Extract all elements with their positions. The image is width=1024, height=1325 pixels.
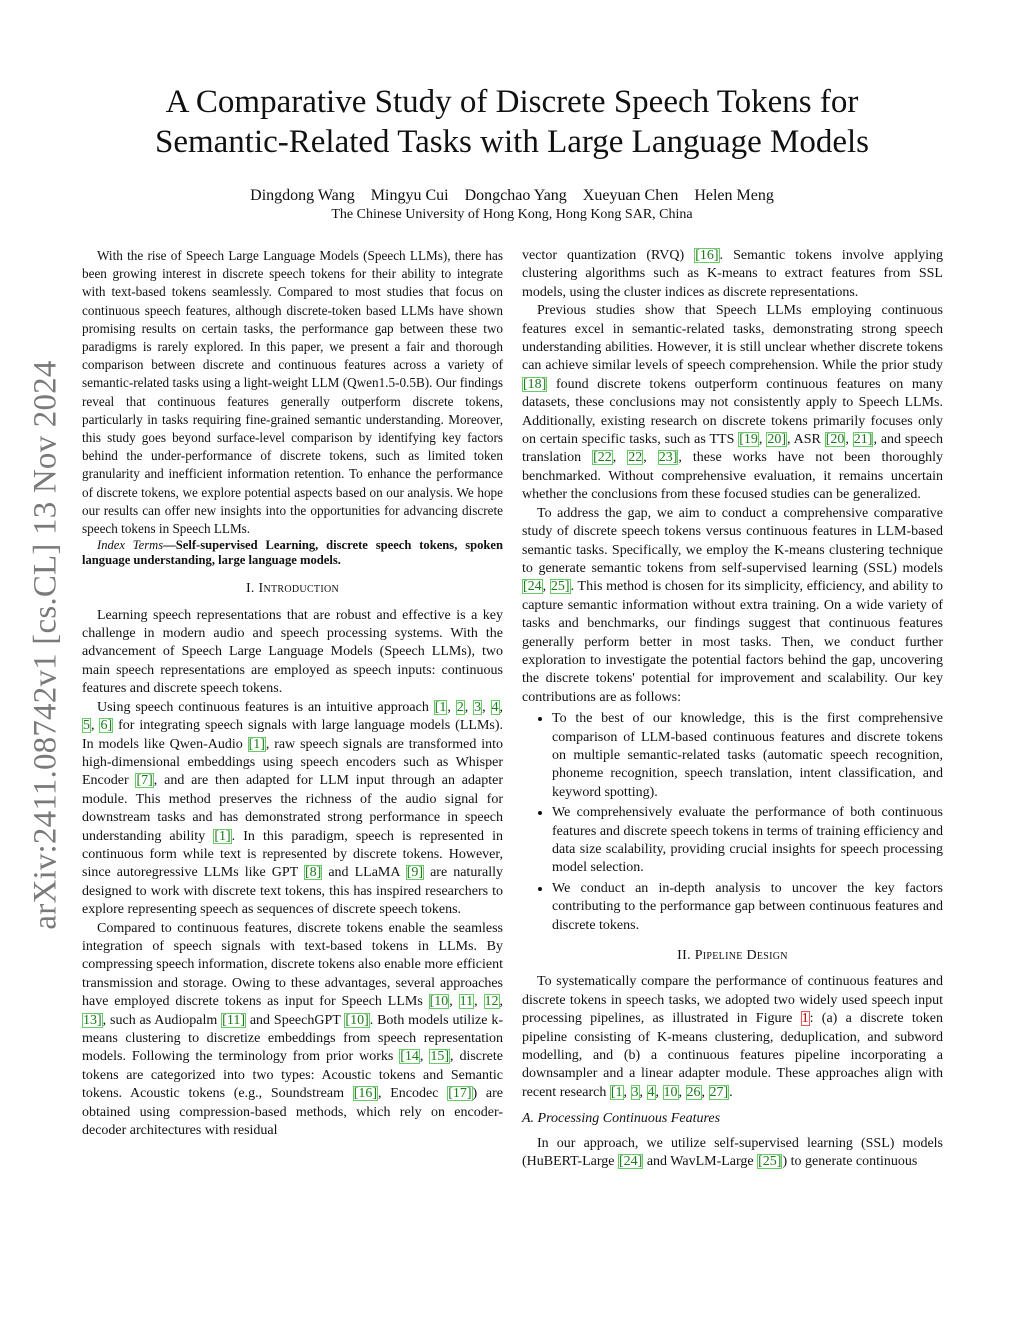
section-heading-introduction: I. Introduction bbox=[245, 581, 340, 597]
text-run: Using speech continuous features is an intuitive approach bbox=[97, 699, 434, 715]
index-terms bbox=[82, 538, 503, 568]
citation-link[interactable]: 13] bbox=[83, 1012, 102, 1028]
citation-link[interactable]: [11] bbox=[222, 1012, 245, 1028]
text-run: . bbox=[729, 1084, 733, 1100]
figure-link[interactable]: 1 bbox=[801, 1011, 809, 1027]
citation-link[interactable]: 11 bbox=[459, 994, 474, 1010]
citation-link[interactable]: [1] bbox=[214, 828, 231, 844]
citation-link[interactable]: [10 bbox=[429, 994, 449, 1010]
text-run: To systematically compare the performance of continuous features and discrete tokens in speech tasks, we adopted two widely used speech input processing pipelines, as illustrated in Figure bbox=[522, 974, 943, 1027]
text-run: In our approach, we utilize self-supervised learning (SSL) models (HuBERT-Large bbox=[522, 1135, 943, 1170]
author-name: Dingdong Wang bbox=[250, 187, 355, 204]
text-run: , bbox=[447, 699, 456, 715]
text-run: and SpeechGPT bbox=[245, 1012, 345, 1028]
citation-link[interactable]: 27] bbox=[709, 1084, 729, 1100]
text-run: , bbox=[623, 1084, 631, 1100]
left-column bbox=[82, 247, 503, 1140]
text-run: , ASR bbox=[786, 432, 825, 448]
citation-link[interactable]: 4 bbox=[491, 699, 499, 715]
text-run: : (a) a discrete token pipeline consisting of K-means clustering, deduplication, and subword modelling, and (b) a continuous features pipeline incorporating a downsampler and a linear adapter module. These approaches align with recent research bbox=[522, 1011, 943, 1100]
text-run: , bbox=[655, 1084, 663, 1100]
text-run: , discrete tokens are categorized into two types: Acoustic tokens and Semantic tokens. Acoustic tokens (e.g., Soundstream bbox=[82, 1049, 503, 1102]
text-run: and LLaMA bbox=[322, 865, 406, 881]
citation-link[interactable]: [20 bbox=[825, 432, 845, 448]
citation-link[interactable]: [22 bbox=[593, 450, 612, 466]
section-heading-pipeline-design: II. Pipeline Design bbox=[677, 948, 788, 964]
citation-link[interactable]: 4 bbox=[647, 1084, 655, 1100]
citation-link[interactable]: [10] bbox=[345, 1012, 369, 1028]
subsection-heading-continuous-features: A. Processing Continuous Features bbox=[522, 1111, 721, 1127]
text-run: Previous studies show that Speech LLMs employing continuous features excel in semantic-related tasks, demonstrating strong speech understanding abilities. However, it is still unclear whether discrete tokens can achieve similar levels of speech comprehension. While the prior study bbox=[522, 303, 943, 374]
text-run: , bbox=[758, 432, 767, 448]
author-list bbox=[100, 186, 924, 205]
text-run: found discrete tokens outperform continuous features on many datasets, these conclusions may not consistently apply to Speech LLMs. Additionally, existing research on discrete tokens primarily focuses only on certain specific tasks, such as TTS bbox=[522, 376, 943, 448]
author-name: Xueyuan Chen bbox=[582, 187, 679, 204]
right-paragraph-3 bbox=[522, 505, 943, 707]
intro-paragraph-3 bbox=[82, 920, 503, 1141]
text-run: , these works have not been thoroughly benchmarked. Without comprehensive evaluation, it remains uncertain whether the conclusions from these focused studies can be generalized. bbox=[522, 450, 943, 503]
index-terms-text: —Self-supervised Learning, discrete speech tokens, spoken language understanding, large language models. bbox=[82, 538, 504, 568]
citation-link[interactable]: 3 bbox=[474, 699, 482, 715]
citation-link[interactable]: 6] bbox=[100, 718, 113, 734]
text-run: , Encodec bbox=[378, 1086, 448, 1102]
text-run: , bbox=[482, 699, 491, 715]
right-paragraph-1 bbox=[522, 247, 943, 302]
list-item: • To the best of our knowledge, this is the first comprehensive comparison of LLM-based continuous features and discrete tokens on multiple semantic-related tasks (automatic speech recognition, phoneme recognition, speech translation, intent classification, and keyword spotting). bbox=[552, 710, 943, 802]
text-run: , bbox=[639, 1084, 647, 1100]
title-line-2: Semantic-Related Tasks with Large Language Models bbox=[154, 124, 870, 160]
right-paragraph-2 bbox=[522, 302, 943, 504]
citation-link[interactable]: 21] bbox=[853, 432, 873, 448]
intro-paragraph-1: Learning speech representations that are robust and effective is a key challenge in modern audio and speech processing systems. With the advancement of Speech Large Language Models (Speech LLMs), two main speech representations are employed as speech inputs: continuous features and discrete speech tokens. bbox=[82, 607, 503, 697]
text-run: . Semantic tokens involve applying clustering algorithms such as K-means to extract features from SSL models, using the cluster indices as discrete representations. bbox=[522, 248, 943, 300]
text-run: Compared to continuous features, discrete tokens enable the seamless integration of speech signals with text-based tokens in LLMs. By compressing speech information, discrete tokens also enable more efficient transmission and storage. Owing to these advantages, several approaches have employed discrete tokens as input for Speech LLMs bbox=[82, 920, 503, 1010]
text-run: vector quantization (RVQ) bbox=[522, 248, 695, 263]
text-run: , raw speech signals are transformed into high-dimensional embeddings using speech encoders such as Whisper Encoder bbox=[82, 736, 503, 789]
text-run: , such as Audiopalm bbox=[102, 1012, 222, 1028]
text-run: , bbox=[419, 1049, 430, 1065]
citation-link[interactable]: [24 bbox=[523, 579, 542, 595]
text-run: , bbox=[643, 450, 658, 466]
text-run: , bbox=[499, 994, 503, 1010]
citation-link[interactable]: [18] bbox=[523, 376, 547, 392]
text-run: are naturally designed to work with discrete text tokens, this has inspired researchers to explore representing speech as sequences of discrete speech tokens. bbox=[82, 865, 503, 918]
citation-link[interactable]: [16] bbox=[353, 1086, 378, 1102]
citation-link[interactable]: 5 bbox=[83, 718, 90, 734]
text-run: and WavLM-Large bbox=[643, 1154, 758, 1170]
citation-link[interactable]: [24] bbox=[618, 1154, 643, 1170]
text-run: , bbox=[474, 994, 484, 1010]
citation-link[interactable]: [1] bbox=[248, 736, 265, 752]
right-paragraph-4 bbox=[522, 973, 943, 1102]
text-run: . Both models utilize k-means clustering to discretize embeddings from speech representation models. Following the terminology from prior works bbox=[82, 1012, 503, 1065]
citation-link[interactable]: 20] bbox=[767, 432, 786, 448]
text-run: for integrating speech signals with large language models (LLMs). In models like Qwen-Audio bbox=[82, 718, 503, 752]
text-run: . This method is chosen for its simplicity, efficiency, and ability to capture semantic information without extra training. On a wide variety of tasks and benchmarks, our findings suggest that continuous features generally perform better in most tasks. Then, we conduct further exploration to investigate the potential factors behind the gap, uncovering the discrete tokens' potential for improvement and scalability. Our key contributions are as follows: bbox=[522, 579, 943, 705]
intro-paragraph-2 bbox=[82, 699, 503, 920]
citation-link[interactable]: 26 bbox=[686, 1084, 701, 1100]
list-item: • We comprehensively evaluate the performance of both continuous features and discrete speech tokens in terms of training efficiency and data size scalability, providing crucial insights for speech processing model selection. bbox=[552, 804, 943, 878]
text-run: , bbox=[701, 1084, 709, 1100]
citation-link[interactable]: [1 bbox=[434, 699, 447, 715]
citation-link[interactable]: [19 bbox=[739, 432, 758, 448]
citation-link[interactable]: 3 bbox=[631, 1084, 639, 1100]
abstract bbox=[82, 247, 503, 538]
citation-link[interactable]: [1 bbox=[610, 1084, 623, 1100]
citation-link[interactable]: 23] bbox=[658, 450, 678, 466]
text-run: , and speech translation bbox=[522, 432, 944, 466]
citation-link[interactable]: [16] bbox=[695, 248, 719, 263]
citation-link[interactable]: [7] bbox=[136, 773, 153, 789]
text-run: ) to generate continuous bbox=[782, 1154, 918, 1170]
list-item: • We conduct an in-depth analysis to uncover the key factors contributing to the performance gap between continuous features and discrete tokens. bbox=[552, 880, 943, 935]
text-run: , bbox=[499, 699, 504, 715]
text-run: , bbox=[542, 579, 550, 595]
citation-link[interactable]: 12 bbox=[484, 994, 499, 1010]
right-paragraph-5 bbox=[522, 1135, 943, 1172]
paper-title bbox=[100, 82, 924, 162]
text-run: . In this paradigm, speech is represented in continuous form while text is represented by discrete tokens. However, since autoregressive LLMs like GPT bbox=[82, 828, 503, 881]
citation-link[interactable]: 10 bbox=[663, 1084, 678, 1100]
text-run: ) are obtained using compression-based methods, which rely on encoder-decoder architectures with residual bbox=[82, 1086, 503, 1139]
citation-link[interactable]: [8] bbox=[304, 865, 322, 881]
title-line-1: A Comparative Study of Discrete Speech Tokens for bbox=[165, 84, 859, 120]
citation-link[interactable]: [17] bbox=[448, 1086, 472, 1102]
text-run: , bbox=[449, 994, 459, 1010]
arxiv-identifier bbox=[26, 350, 66, 940]
text-run: , bbox=[91, 718, 100, 734]
arxiv-id-text: arXiv:2411.08742v1 [cs.CL] 13 Nov 2024 bbox=[27, 360, 64, 930]
text-run: , bbox=[845, 432, 853, 448]
text-run: , and are then adapted for LLM input through an adapter module. This method preserves the richness of the audio signal for downstream tasks and has demonstrated strong performance in speech understanding ability bbox=[82, 773, 503, 844]
affiliation: The Chinese University of Hong Kong, Hong Kong SAR, China bbox=[331, 207, 693, 222]
abstract-text: With the rise of Speech Large Language Models (Speech LLMs), there has been growing interest in discrete speech tokens for their ability to integrate with text-based tokens seamlessly. Compared to most studies that focus on continuous speech features, although discrete-token based LLMs have shown promising results on certain tasks, the performance gap between these two paradigms is rarely explored. In this paper, we present a fair and thorough comparison between discrete and continuous features across a variety of semantic-related tasks using a light-weight LLM (Qwen1.5-0.5B). Our findings reveal that continuous features generally outperform discrete tokens, particularly in tasks requiring fine-grained semantic understanding. Moreover, this study goes beyond surface-level comparison by identifying key factors behind the under-performance of discrete tokens, such as limited token granularity and inefficient information retention. To enhance the performance of discrete tokens, we explore potential aspects based on our analysis. We hope our results can offer new insights into the opportunities for advancing discrete speech tokens in Speech LLMs. bbox=[82, 248, 503, 537]
author-name: Mingyu Cui bbox=[370, 187, 449, 204]
author-name: Dongchao Yang bbox=[464, 187, 567, 204]
citation-link[interactable]: 2 bbox=[456, 699, 464, 715]
contributions-list bbox=[522, 710, 943, 935]
citation-link[interactable]: 22 bbox=[628, 450, 643, 466]
citation-link[interactable]: 15] bbox=[430, 1049, 450, 1065]
citation-link[interactable]: [14 bbox=[400, 1049, 419, 1065]
citation-link[interactable]: [25] bbox=[758, 1154, 782, 1170]
text-run: , bbox=[612, 450, 628, 466]
text-run: To address the gap, we aim to conduct a comprehensive comparative study of discrete speech tokens versus continuous features in LLM-based semantic tasks. Specifically, we employ the K-means clustering technique to generate semantic tokens from self-supervised learning (SSL) models bbox=[522, 505, 943, 576]
text-run: , bbox=[464, 699, 474, 715]
author-name: Helen Meng bbox=[694, 187, 774, 204]
right-column bbox=[522, 247, 943, 1172]
citation-link[interactable]: [9] bbox=[406, 865, 424, 881]
index-terms-label: Index Terms bbox=[97, 538, 164, 553]
text-run: , bbox=[678, 1084, 686, 1100]
citation-link[interactable]: 25] bbox=[550, 579, 570, 595]
